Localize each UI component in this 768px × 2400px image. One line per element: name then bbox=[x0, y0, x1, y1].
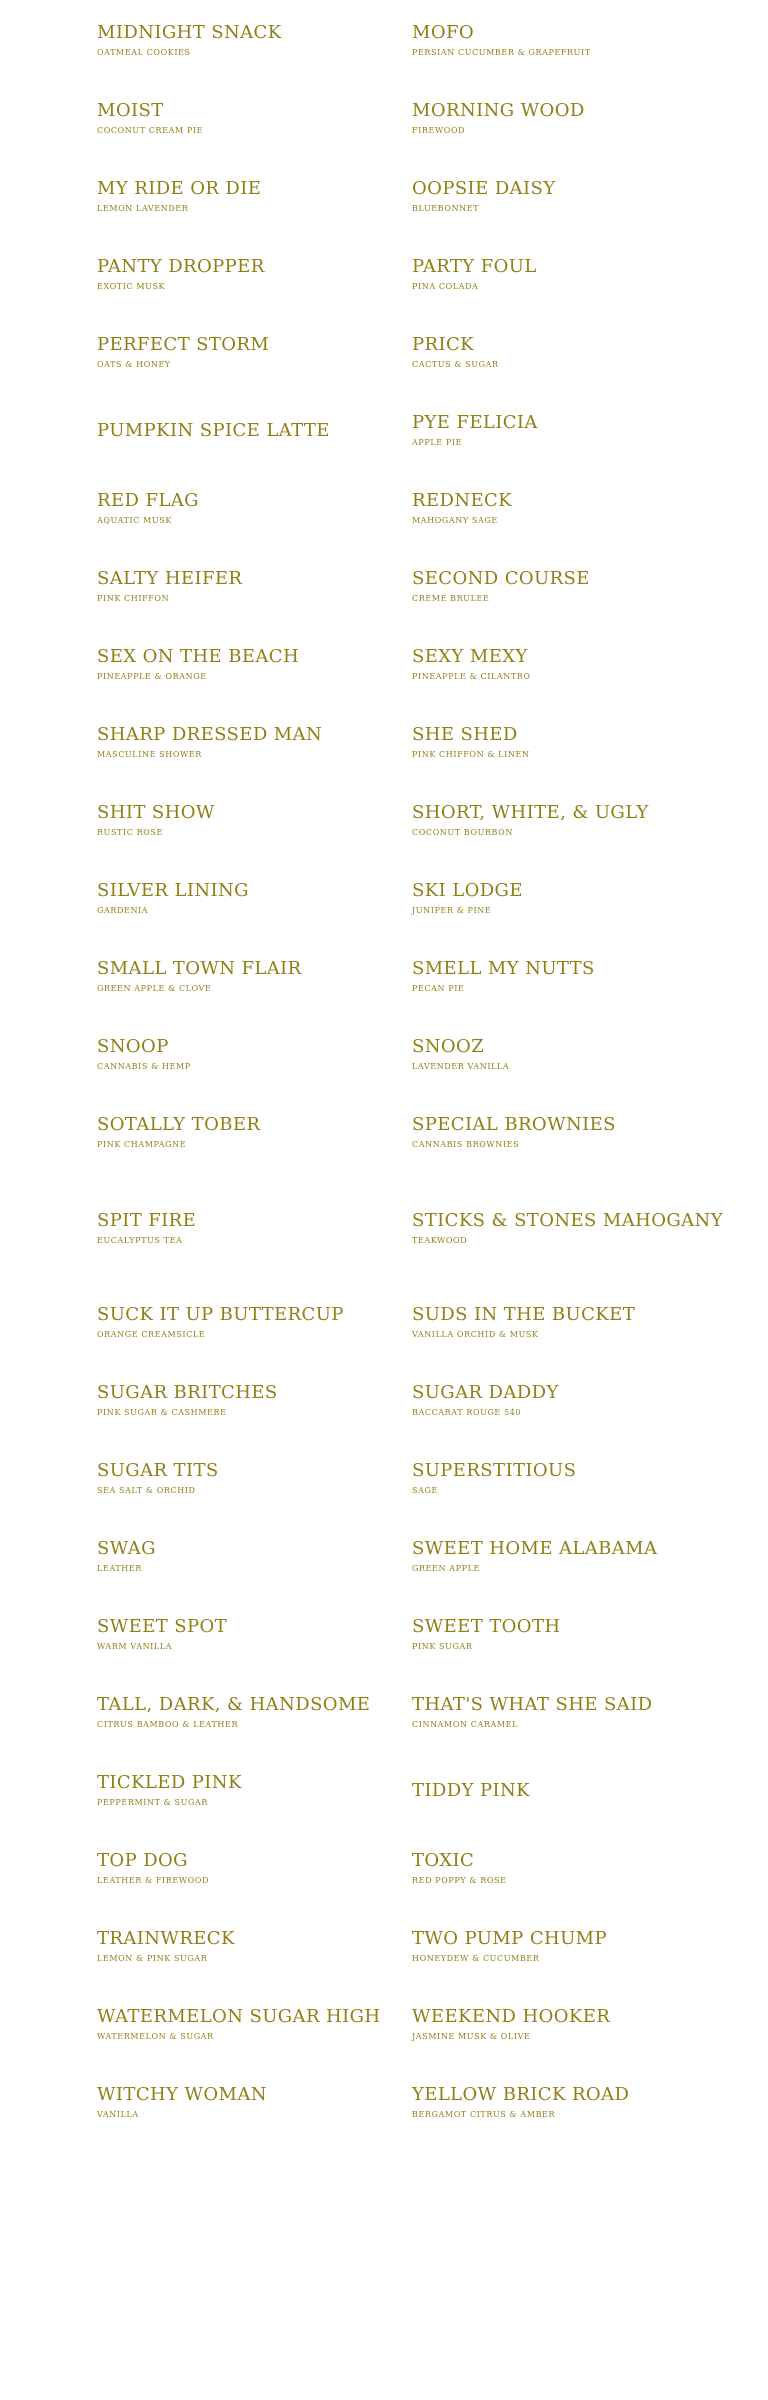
fragrance-item bbox=[97, 1694, 397, 1731]
fragrance-scent: CITRUS BAMBOO & LEATHER bbox=[97, 1720, 239, 1729]
fragrance-name: TRAINWRECK bbox=[97, 1928, 235, 1949]
fragrance-scent: COCONUT BOURBON bbox=[412, 828, 513, 837]
fragrance-scent: APPLE PIE bbox=[412, 438, 463, 447]
fragrance-item bbox=[97, 1036, 397, 1073]
fragrance-scent: FIREWOOD bbox=[412, 126, 466, 135]
fragrance-item bbox=[412, 1304, 712, 1341]
fragrance-item bbox=[412, 178, 712, 215]
fragrance-name: PUMPKIN SPICE LATTE bbox=[97, 420, 330, 441]
fragrance-name: SMELL MY NUTTS bbox=[412, 958, 595, 979]
fragrance-name: SOTALLY TOBER bbox=[97, 1114, 261, 1135]
fragrance-item bbox=[412, 22, 712, 59]
fragrance-scent: WATERMELON & SUGAR bbox=[97, 2032, 214, 2041]
fragrance-name: RED FLAG bbox=[97, 490, 199, 511]
fragrance-item bbox=[412, 802, 712, 839]
fragrance-name: SUGAR DADDY bbox=[412, 1382, 559, 1403]
fragrance-name: SWAG bbox=[97, 1538, 156, 1559]
fragrance-name: SPECIAL BROWNIES bbox=[412, 1114, 616, 1135]
fragrance-item bbox=[97, 1928, 397, 1965]
fragrance-scent: LAVENDER VANILLA bbox=[412, 1062, 510, 1071]
fragrance-item bbox=[97, 256, 397, 293]
fragrance-item bbox=[412, 100, 712, 137]
fragrance-item bbox=[97, 22, 397, 59]
fragrance-item bbox=[412, 880, 712, 917]
fragrance-name: SHIT SHOW bbox=[97, 802, 215, 823]
fragrance-name: SMALL TOWN FLAIR bbox=[97, 958, 302, 979]
fragrance-item bbox=[97, 568, 397, 605]
fragrance-name: SUDS IN THE BUCKET bbox=[412, 1304, 636, 1325]
fragrance-scent: CREME BRULEE bbox=[412, 594, 490, 603]
fragrance-scent: PINEAPPLE & CILANTRO bbox=[412, 672, 531, 681]
fragrance-scent: CACTUS & SUGAR bbox=[412, 360, 499, 369]
fragrance-item bbox=[412, 1210, 723, 1247]
fragrance-scent: LEMON & PINK SUGAR bbox=[97, 1954, 208, 1963]
fragrance-scent: MAHOGANY SAGE bbox=[412, 516, 498, 525]
fragrance-scent: JASMINE MUSK & OLIVE bbox=[412, 2032, 531, 2041]
fragrance-scent: VANILLA ORCHID & MUSK bbox=[412, 1330, 539, 1339]
fragrance-name: SNOOZ bbox=[412, 1036, 485, 1057]
fragrance-name: SNOOP bbox=[97, 1036, 169, 1057]
fragrance-item bbox=[97, 334, 397, 371]
fragrance-item bbox=[412, 2006, 712, 2043]
fragrance-scent: LEATHER & FIREWOOD bbox=[97, 1876, 210, 1885]
fragrance-scent: EXOTIC MUSK bbox=[97, 282, 166, 291]
fragrance-scent: PERSIAN CUCUMBER & GRAPEFRUIT bbox=[412, 48, 591, 57]
fragrance-item bbox=[412, 256, 712, 293]
fragrance-scent: PINK CHIFFON & LINEN bbox=[412, 750, 530, 759]
fragrance-name: OOPSIE DAISY bbox=[412, 178, 556, 199]
fragrance-item bbox=[97, 646, 397, 683]
fragrance-item bbox=[412, 490, 712, 527]
fragrance-item bbox=[97, 958, 397, 995]
fragrance-item bbox=[412, 1616, 712, 1653]
fragrance-item bbox=[97, 1210, 397, 1247]
fragrance-name: MY RIDE OR DIE bbox=[97, 178, 262, 199]
fragrance-item bbox=[412, 568, 712, 605]
fragrance-name: YELLOW BRICK ROAD bbox=[412, 2084, 630, 2105]
fragrance-item bbox=[412, 724, 712, 761]
fragrance-item bbox=[412, 1850, 712, 1887]
fragrance-scent: GREEN APPLE bbox=[412, 1564, 480, 1573]
fragrance-name: SILVER LINING bbox=[97, 880, 249, 901]
fragrance-scent: LEATHER bbox=[97, 1564, 142, 1573]
fragrance-name: SUPERSTITIOUS bbox=[412, 1460, 577, 1481]
fragrance-name: TWO PUMP CHUMP bbox=[412, 1928, 607, 1949]
fragrance-name: SUCK IT UP BUTTERCUP bbox=[97, 1304, 344, 1325]
fragrance-item bbox=[412, 1780, 712, 1802]
fragrance-item bbox=[97, 490, 397, 527]
fragrance-item bbox=[97, 2084, 397, 2121]
fragrance-item bbox=[97, 100, 397, 137]
fragrance-scent: RED POPPY & ROSE bbox=[412, 1876, 507, 1885]
fragrance-item bbox=[97, 420, 397, 442]
fragrance-scent: BACCARAT ROUGE 540 bbox=[412, 1408, 522, 1417]
fragrance-scent: SEA SALT & ORCHID bbox=[97, 1486, 196, 1495]
fragrance-scent: PINK CHAMPAGNE bbox=[97, 1140, 187, 1149]
fragrance-scent: EUCALYPTUS TEA bbox=[97, 1236, 183, 1245]
fragrance-scent: CANNABIS BROWNIES bbox=[412, 1140, 520, 1149]
fragrance-name: TIDDY PINK bbox=[412, 1780, 531, 1801]
fragrance-scent: GREEN APPLE & CLOVE bbox=[97, 984, 212, 993]
fragrance-item bbox=[97, 802, 397, 839]
fragrance-scent: COCONUT CREAM PIE bbox=[97, 126, 204, 135]
fragrance-scent: GARDENIA bbox=[97, 906, 149, 915]
fragrance-scent: BERGAMOT CITRUS & AMBER bbox=[412, 2110, 556, 2119]
fragrance-item bbox=[97, 1382, 397, 1419]
fragrance-name: PANTY DROPPER bbox=[97, 256, 265, 277]
fragrance-name: SECOND COURSE bbox=[412, 568, 590, 589]
fragrance-name: SUGAR BRITCHES bbox=[97, 1382, 278, 1403]
fragrance-scent: PINK SUGAR bbox=[412, 1642, 473, 1651]
fragrance-scent: HONEYDEW & CUCUMBER bbox=[412, 1954, 540, 1963]
fragrance-name: REDNECK bbox=[412, 490, 513, 511]
fragrance-name: THAT'S WHAT SHE SAID bbox=[412, 1694, 653, 1715]
fragrance-item bbox=[412, 334, 712, 371]
fragrance-scent: PINEAPPLE & ORANGE bbox=[97, 672, 207, 681]
fragrance-name: SEXY MEXY bbox=[412, 646, 528, 667]
fragrance-name: SEX ON THE BEACH bbox=[97, 646, 300, 667]
fragrance-name: STICKS & STONES MAHOGANY bbox=[412, 1210, 723, 1231]
fragrance-scent: TEAKWOOD bbox=[412, 1236, 468, 1245]
fragrance-name: WITCHY WOMAN bbox=[97, 2084, 267, 2105]
fragrance-name: TALL, DARK, & HANDSOME bbox=[97, 1694, 371, 1715]
fragrance-scent: BLUEBONNET bbox=[412, 204, 480, 213]
fragrance-item bbox=[412, 958, 712, 995]
fragrance-scent: PINK CHIFFON bbox=[97, 594, 170, 603]
fragrance-scent: AQUATIC MUSK bbox=[97, 516, 172, 525]
fragrance-item bbox=[97, 1114, 397, 1151]
fragrance-name: TOXIC bbox=[412, 1850, 475, 1871]
fragrance-name: SHARP DRESSED MAN bbox=[97, 724, 323, 745]
fragrance-name: SPIT FIRE bbox=[97, 1210, 197, 1231]
fragrance-item bbox=[412, 1036, 712, 1073]
fragrance-item bbox=[97, 1304, 397, 1341]
fragrance-item bbox=[97, 1850, 397, 1887]
fragrance-scent: JUNIPER & PINE bbox=[412, 906, 492, 915]
fragrance-item bbox=[412, 412, 712, 449]
fragrance-name: TOP DOG bbox=[97, 1850, 188, 1871]
fragrance-scent: MASCULINE SHOWER bbox=[97, 750, 202, 759]
fragrance-scent: PINA COLADA bbox=[412, 282, 479, 291]
fragrance-item bbox=[412, 1114, 712, 1151]
fragrance-scent: OATMEAL COOKIES bbox=[97, 48, 191, 57]
fragrance-name: PRICK bbox=[412, 334, 474, 355]
fragrance-item bbox=[412, 646, 712, 683]
fragrance-name: SHE SHED bbox=[412, 724, 518, 745]
fragrance-scent: OATS & HONEY bbox=[97, 360, 171, 369]
fragrance-name: WEEKEND HOOKER bbox=[412, 2006, 611, 2027]
fragrance-name: MIDNIGHT SNACK bbox=[97, 22, 282, 43]
fragrance-item bbox=[97, 1460, 397, 1497]
fragrance-name: PYE FELICIA bbox=[412, 412, 538, 433]
fragrance-item bbox=[97, 880, 397, 917]
fragrance-name: MOIST bbox=[97, 100, 164, 121]
fragrance-name: SWEET TOOTH bbox=[412, 1616, 561, 1637]
fragrance-scent: SAGE bbox=[412, 1486, 438, 1495]
fragrance-item bbox=[412, 1694, 712, 1731]
fragrance-name: PARTY FOUL bbox=[412, 256, 537, 277]
fragrance-scent: ORANGE CREAMSICLE bbox=[97, 1330, 206, 1339]
fragrance-scent: PEPPERMINT & SUGAR bbox=[97, 1798, 208, 1807]
fragrance-scent: WARM VANILLA bbox=[97, 1642, 173, 1651]
fragrance-scent: CINNAMON CARAMEL bbox=[412, 1720, 518, 1729]
fragrance-scent: PECAN PIE bbox=[412, 984, 465, 993]
fragrance-item bbox=[412, 1538, 712, 1575]
fragrance-name: WATERMELON SUGAR HIGH bbox=[97, 2006, 381, 2027]
fragrance-scent: LEMON LAVENDER bbox=[97, 204, 189, 213]
fragrance-name: MOFO bbox=[412, 22, 475, 43]
fragrance-name: SHORT, WHITE, & UGLY bbox=[412, 802, 649, 823]
fragrance-name: SUGAR TITS bbox=[97, 1460, 219, 1481]
fragrance-name: SKI LODGE bbox=[412, 880, 523, 901]
fragrance-item bbox=[412, 2084, 712, 2121]
fragrance-name: TICKLED PINK bbox=[97, 1772, 242, 1793]
fragrance-item bbox=[97, 1772, 397, 1809]
fragrance-item bbox=[97, 724, 397, 761]
fragrance-name: PERFECT STORM bbox=[97, 334, 270, 355]
fragrance-scent: PINK SUGAR & CASHMERE bbox=[97, 1408, 227, 1417]
fragrance-scent: RUSTIC ROSE bbox=[97, 828, 163, 837]
fragrance-item bbox=[97, 2006, 397, 2043]
fragrance-item bbox=[97, 178, 397, 215]
fragrance-item bbox=[97, 1616, 397, 1653]
fragrance-item bbox=[412, 1928, 712, 1965]
fragrance-item bbox=[97, 1538, 397, 1575]
fragrance-scent: CANNABIS & HEMP bbox=[97, 1062, 191, 1071]
fragrance-name: SALTY HEIFER bbox=[97, 568, 243, 589]
fragrance-scent: VANILLA bbox=[97, 2110, 139, 2119]
fragrance-item bbox=[412, 1460, 712, 1497]
fragrance-name: MORNING WOOD bbox=[412, 100, 585, 121]
fragrance-name: SWEET HOME ALABAMA bbox=[412, 1538, 658, 1559]
fragrance-name: SWEET SPOT bbox=[97, 1616, 228, 1637]
fragrance-item bbox=[412, 1382, 712, 1419]
